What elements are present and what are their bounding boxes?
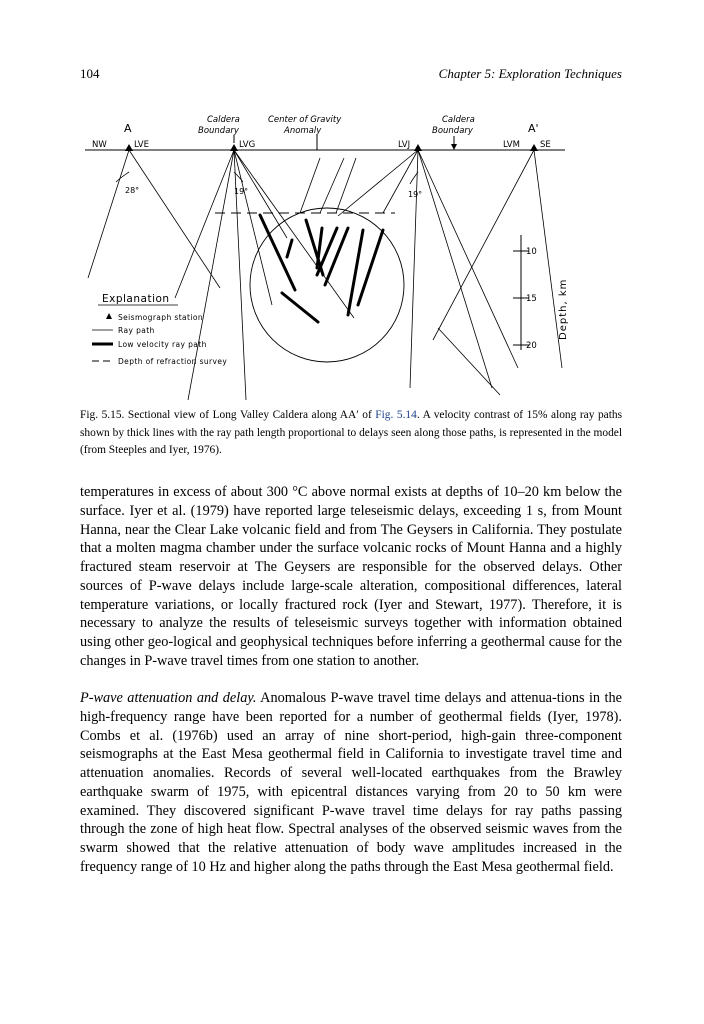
- body-paragraph-1: temperatures in excess of about 300 °C above normal exists at depths of 10–20 km below the surface. Iyer et al. (1979) have reported large teleseismic delays, exceeding 1 s, from Mount Hanna, near the Clear Lake volcanic field and from The Geysers in California. They postulate that a molten magma chamber under the surface volcanic rocks of Mount Hanna and a highly fractured steam reservoir at The Geysers are responsible for the observed delays. Other sources of P-wave delays include large-scale alteration, compositional differences, lateral temperature variations, or locally fractured rock (Iyer and Stewart, 1977). Therefore, it is necessary to analyze the results of teleseismic surveys together with information obtained using other geo-logical and geophysical techniques before inferring a geothermal cause for the changes in P-wave travel times from one station to another.: [80, 484, 622, 669]
- figure-5-15: [80, 110, 625, 400]
- legend-item-low-velocity: Low velocity ray path: [118, 340, 207, 349]
- label-a: A: [124, 122, 132, 135]
- station-lvj-marker: [414, 144, 422, 151]
- label-a-prime: A': [528, 122, 539, 135]
- body-paragraph-2: [80, 689, 622, 877]
- caption-label: Fig. 5.15.: [80, 409, 125, 421]
- label-caldera-boundary-left-1: Caldera: [207, 115, 240, 125]
- label-gravity-anomaly-2: Anomaly: [284, 126, 322, 136]
- legend: [92, 293, 227, 366]
- figure-cross-reference-link[interactable]: Fig. 5.14: [375, 409, 417, 421]
- label-caldera-boundary-left-2: Boundary: [198, 126, 239, 136]
- station-lvm-label: LVM: [503, 140, 520, 150]
- figure-caption: [80, 407, 622, 460]
- legend-item-ray: Ray path: [118, 326, 155, 335]
- label-nw: NW: [92, 140, 107, 150]
- low-velocity-ray-paths: [260, 215, 383, 322]
- legend-item-station: Seismograph station: [118, 313, 204, 322]
- station-lvg-marker: [230, 144, 238, 151]
- label-se: SE: [540, 140, 551, 150]
- caption-text-2: . A velocity contrast of 15% along ray paths shown by thick lines with the ray path length proportional to delays seen along those paths, is represented in the model (from Steeples and Iyer, 1976).: [80, 409, 622, 456]
- station-lve-marker: [125, 144, 133, 151]
- station-lvm-marker: [530, 144, 538, 151]
- angle-lvj: 19°: [408, 190, 423, 199]
- label-caldera-boundary-right-1: Caldera: [442, 115, 475, 125]
- legend-item-refraction: Depth of refraction survey: [118, 357, 228, 366]
- run-in-heading: P-wave attenuation and delay.: [80, 690, 257, 706]
- depth-axis-label: Depth, km: [558, 278, 569, 340]
- caption-text-1: Sectional view of Long Valley Caldera along AA′ of: [127, 409, 372, 421]
- magma-body-circle: [250, 208, 404, 362]
- depth-scale: [513, 235, 569, 351]
- depth-tick-15: 15: [526, 294, 537, 304]
- body-paragraph-2-text: Anomalous P-wave travel time delays and attenua-tions in the high-frequency range have been reported for a number of geothermal fields (Iyer, 1978). Combs et al. (1976b) used an array of nine short-period, high-gain three-component seismographs at the East Mesa geothermal field in California to investigate travel time and attenuation anomalies. Records of several well-located earthquakes from the Brawley earthquake swarm of 1975, with epicentral distances varying from 20 to 50 km were examined. They discovered significant P-wave travel time delays for ray paths passing through the zone of high heat flow. Spectral analyses of the observed seismic waves from the swarm showed that the relative attenuation of body wave amplitudes increased in the frequency range of 10 Hz and higher along the paths through the East Mesa geothermal field.: [80, 690, 622, 875]
- depth-tick-20: 20: [526, 341, 537, 351]
- station-lve-label: LVE: [134, 140, 149, 150]
- cross-section-diagram: [80, 110, 625, 400]
- station-lvg-label: LVG: [239, 140, 256, 150]
- label-caldera-boundary-right-2: Boundary: [432, 126, 473, 136]
- label-gravity-anomaly-1: Center of Gravity: [268, 115, 342, 125]
- page-number: 104: [80, 66, 100, 81]
- legend-station-icon: [106, 313, 112, 319]
- angle-lvg: 19°: [234, 187, 249, 196]
- legend-title: Explanation: [102, 293, 170, 305]
- depth-tick-10: 10: [526, 247, 537, 257]
- station-lvj-label: LVJ: [398, 140, 411, 150]
- running-head: Chapter 5: Exploration Techniques: [438, 66, 622, 81]
- angle-lve: 28°: [125, 186, 140, 195]
